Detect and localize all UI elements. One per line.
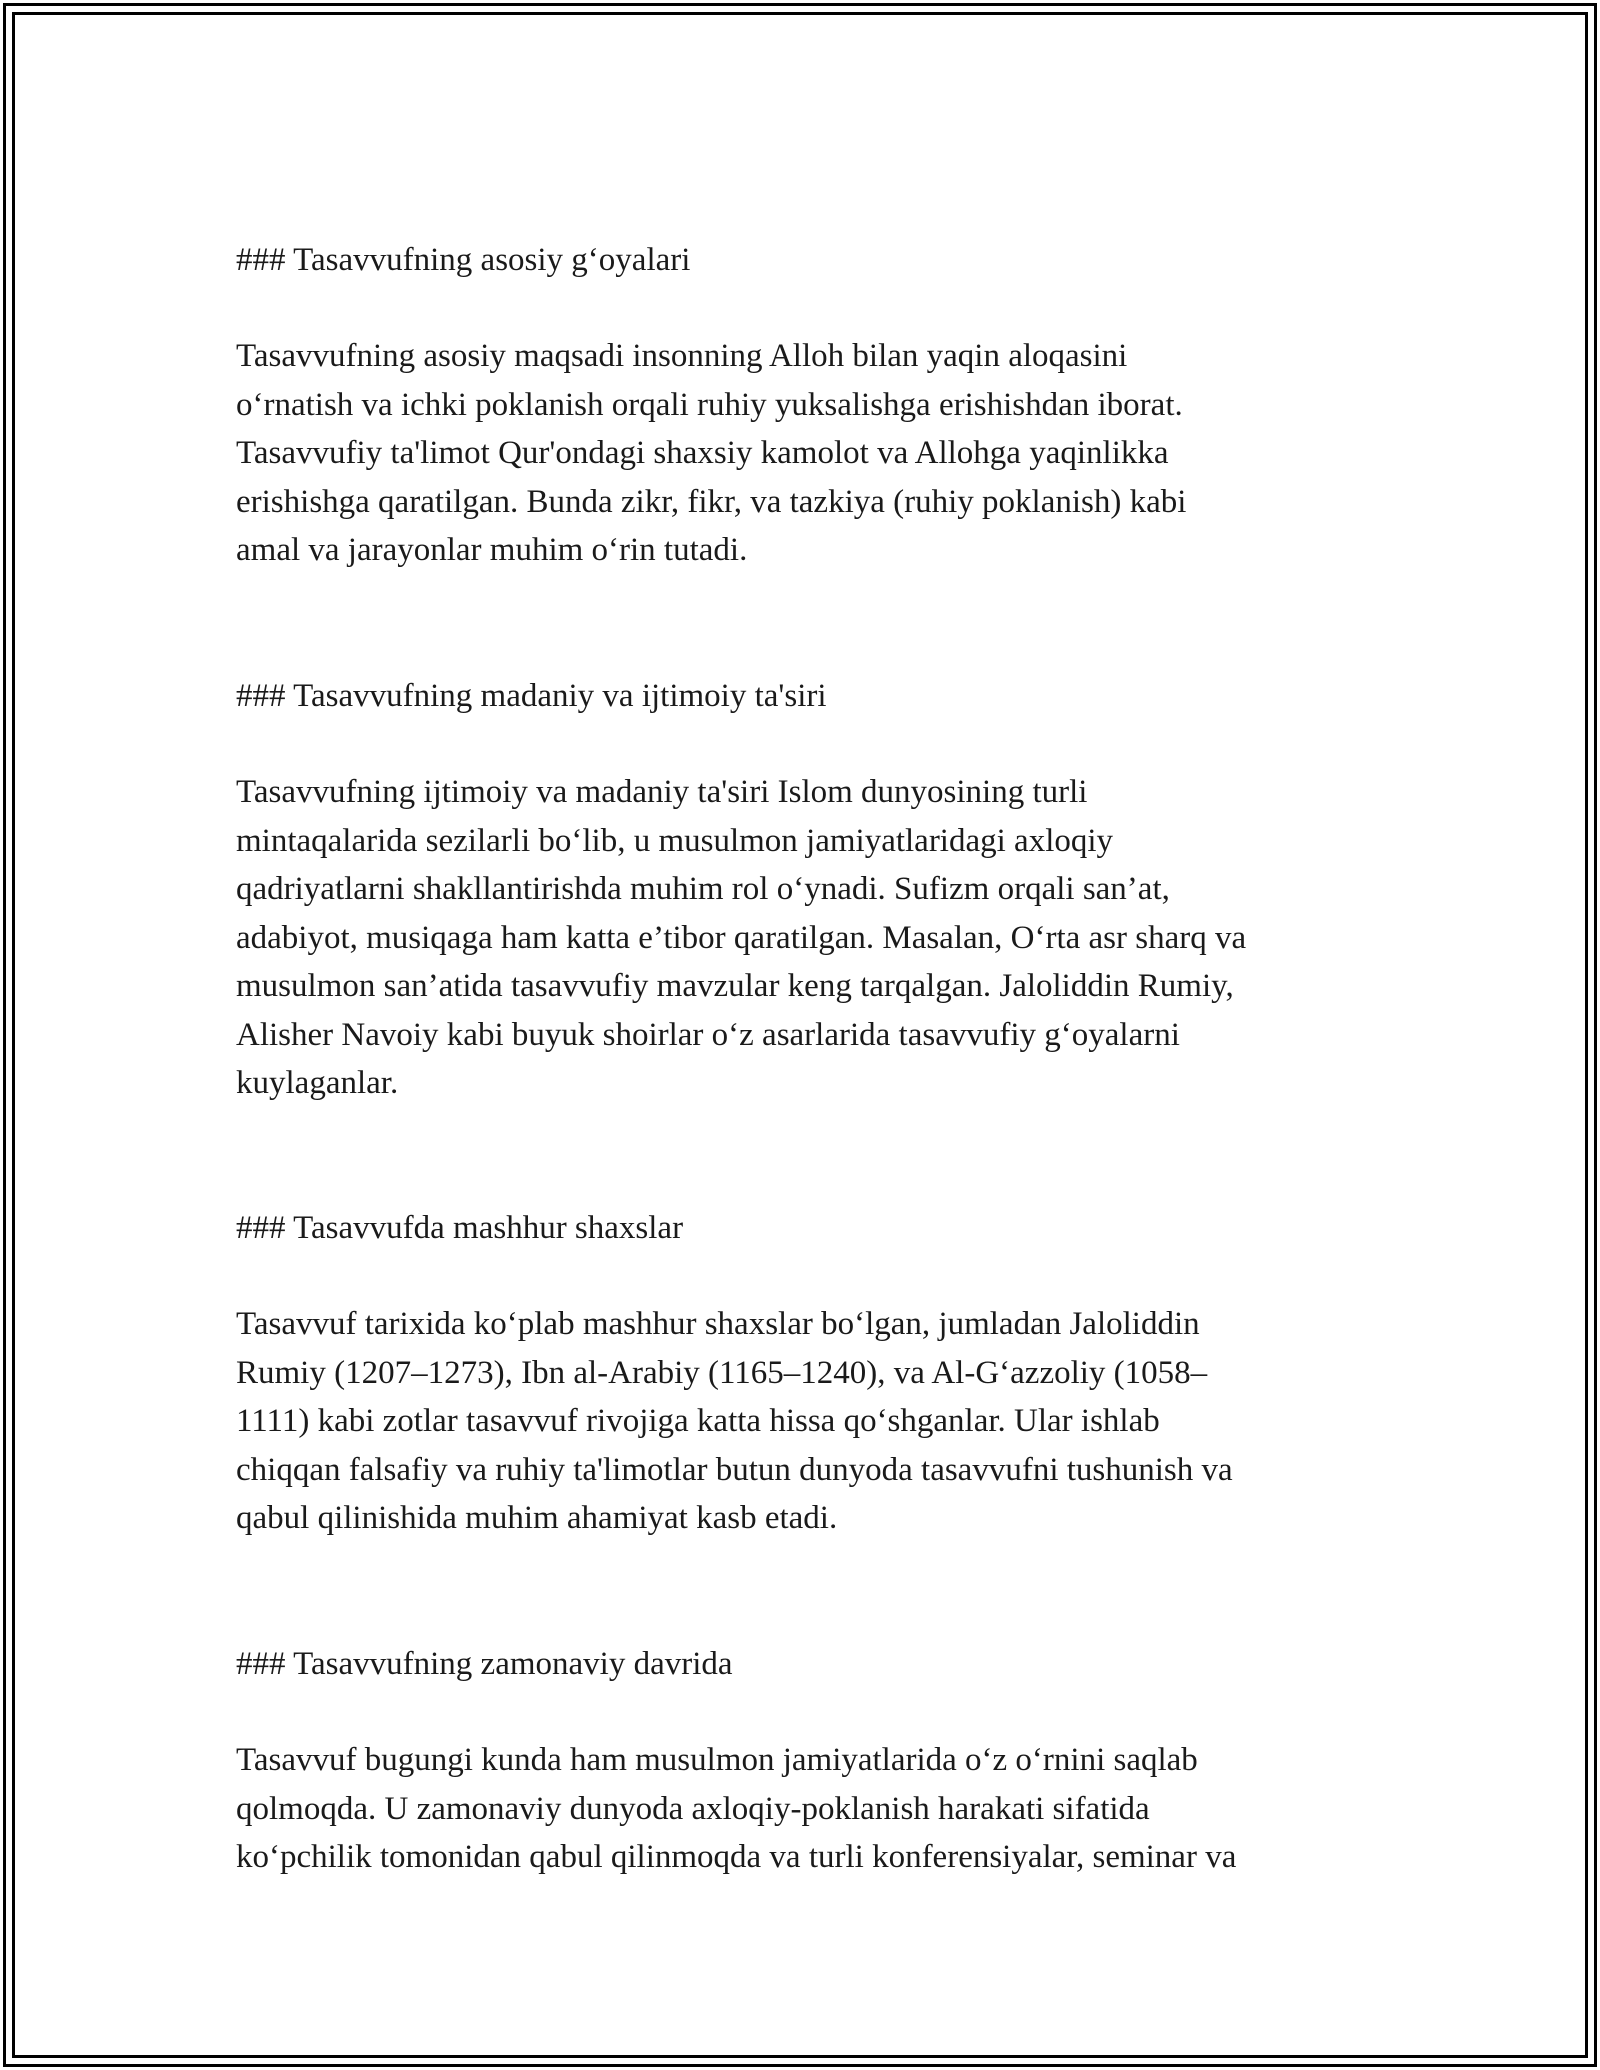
paragraph-line: Tasavvuf tarixida ko‘plab mashhur shaxslar bo‘lgan, jumladan Jaloliddin [236, 1306, 1200, 1342]
paragraph-line: Rumiy (1207–1273), Ibn al-Arabiy (1165–1240), va Al-G‘azzoliy (1058– [236, 1354, 1208, 1391]
paragraph-line: mintaqalarida sezilarli bo‘lib, u musulmon jamiyatlaridagi axloqiy [236, 822, 1114, 859]
paragraph-line: o‘rnatish va ichki poklanish orqali ruhiy yuksalishga erishishdan iborat. [236, 386, 1183, 423]
paragraph-line: musulmon san’atida tasavvufiy mavzular keng tarqalgan. Jaloliddin Rumiy, [236, 968, 1234, 1004]
paragraph-line: amal va jarayonlar muhim o‘rin tutadi. [236, 532, 748, 568]
section-heading: ### Tasavvufning madaniy va ijtimoiy ta'siri [236, 678, 827, 714]
section-asosiy-goyalar [236, 236, 1376, 575]
section-paragraph [236, 332, 1376, 575]
paragraph-line: Alisher Navoiy kabi buyuk shoirlar o‘z asarlarida tasavvufiy g‘oyalarni [236, 1016, 1180, 1053]
section-zamonaviy-davr [236, 1640, 1376, 1882]
section-madaniy-tasiri [236, 672, 1376, 1108]
section-paragraph [236, 1300, 1376, 1543]
paragraph-line: Tasavvuf bugungi kunda ham musulmon jamiyatlarida o‘z o‘rnini saqlab [236, 1742, 1198, 1778]
section-paragraph [236, 768, 1376, 1108]
paragraph-line: chiqqan falsafiy va ruhiy ta'limotlar butun dunyoda tasavvufni tushunish va [236, 1451, 1233, 1488]
section-heading: ### Tasavvufning zamonaviy davrida [236, 1646, 733, 1682]
paragraph-line: qadriyatlarni shakllantirishda muhim rol o‘ynadi. Sufizm orqali san’at, [236, 871, 1170, 907]
paragraph-line: Tasavvufning ijtimoiy va madaniy ta'siri Islom dunyosining turli [236, 774, 1088, 810]
section-paragraph [236, 1736, 1376, 1882]
section-heading: ### Tasavvufda mashhur shaxslar [236, 1210, 684, 1246]
section-mashhur-shaxslar [236, 1204, 1376, 1543]
paragraph-line: Tasavvufiy ta'limot Qur'ondagi shaxsiy kamolot va Allohga yaqinlikka [236, 435, 1169, 471]
paragraph-line: kuylaganlar. [236, 1065, 399, 1101]
section-heading: ### Tasavvufning asosiy g‘oyalari [236, 242, 691, 278]
paragraph-line: qolmoqda. U zamonaviy dunyoda axloqiy-poklanish harakati sifatida [236, 1790, 1150, 1827]
paragraph-line: 1111) kabi zotlar tasavvuf rivojiga katta hissa qo‘shganlar. Ular ishlab [236, 1403, 1160, 1439]
paragraph-line: qabul qilinishida muhim ahamiyat kasb etadi. [236, 1500, 838, 1536]
paragraph-line: Tasavvufning asosiy maqsadi insonning Alloh bilan yaqin aloqasini [236, 338, 1128, 374]
paragraph-line: erishishga qaratilgan. Bunda zikr, fikr, va tazkiya (ruhiy poklanish) kabi [236, 483, 1187, 520]
paragraph-line: adabiyot, musiqaga ham katta e’tibor qaratilgan. Masalan, O‘rta asr sharq va [236, 919, 1247, 956]
paragraph-line: ko‘pchilik tomonidan qabul qilinmoqda va turli konferensiyalar, seminar va [236, 1839, 1237, 1875]
